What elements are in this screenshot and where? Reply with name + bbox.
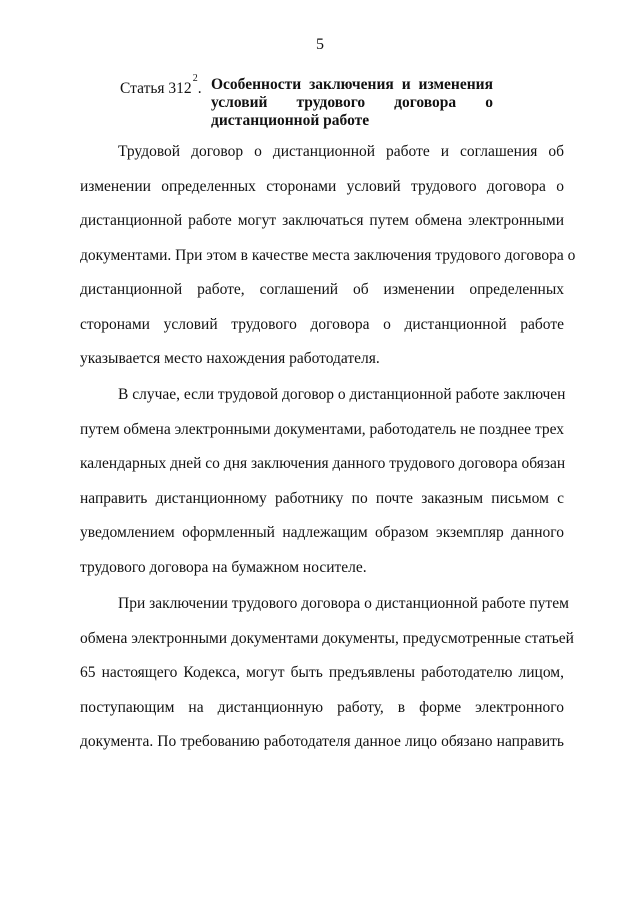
article-title-line: дистанционной работе [211,112,370,129]
text-line: документами. При этом в качестве места заключения трудового договора о [80,246,576,264]
article-title-line: Особенности заключения и изменения [211,76,493,93]
page-number: 5 [316,36,324,53]
article-title [211,76,493,130]
text-line: поступающим на дистанционную работу, в форме электронного [80,698,564,716]
text-line: направить дистанционному работнику по почте заказным письмом с [80,489,564,507]
text-line: Трудовой договор о дистанционной работе и соглашения об [118,143,564,160]
text-line: сторонами условий трудового договора о дистанционной работе [80,315,564,333]
text-line: изменении определенных сторонами условий трудового договора о [80,177,564,195]
article-label-text: Статья 312 [120,80,192,98]
text-line: документа. По требованию работодателя данное лицо обязано направить [80,733,564,750]
text-line: обмена электронными документами документы, предусмотренные статьей [80,629,574,647]
text-line: путем обмена электронными документами, работодатель не позднее трех [80,420,565,438]
text-line: уведомлением оформленный надлежащим образом экземпляр данного [80,524,564,541]
text-line: указывается место нахождения работодателя. [80,350,380,367]
paragraph-1 [80,142,576,384]
paragraph-3 [80,594,574,767]
article-title-line: условий трудового договора о [211,94,493,111]
article-label [120,73,202,98]
text-line: дистанционной работе могут заключаться путем обмена электронными [80,212,564,229]
text-line: При заключении трудового договора о дистанционной работе путем [118,595,569,612]
text-line: календарных дней со дня заключения данного трудового договора обязан [80,455,566,472]
text-line: В случае, если трудовой договор о дистанционной работе заключен [118,386,566,403]
text-line: дистанционной работе, соглашений об изменении определенных [80,281,564,298]
paragraph-2 [80,385,564,592]
text-line: трудового договора на бумажном носителе. [80,558,367,576]
article-label-suffix: . [197,80,202,98]
article-label-superscript: 2 [192,73,198,84]
text-line: 65 настоящего Кодекса, могут быть предъявлены работодателю лицом, [80,664,564,681]
